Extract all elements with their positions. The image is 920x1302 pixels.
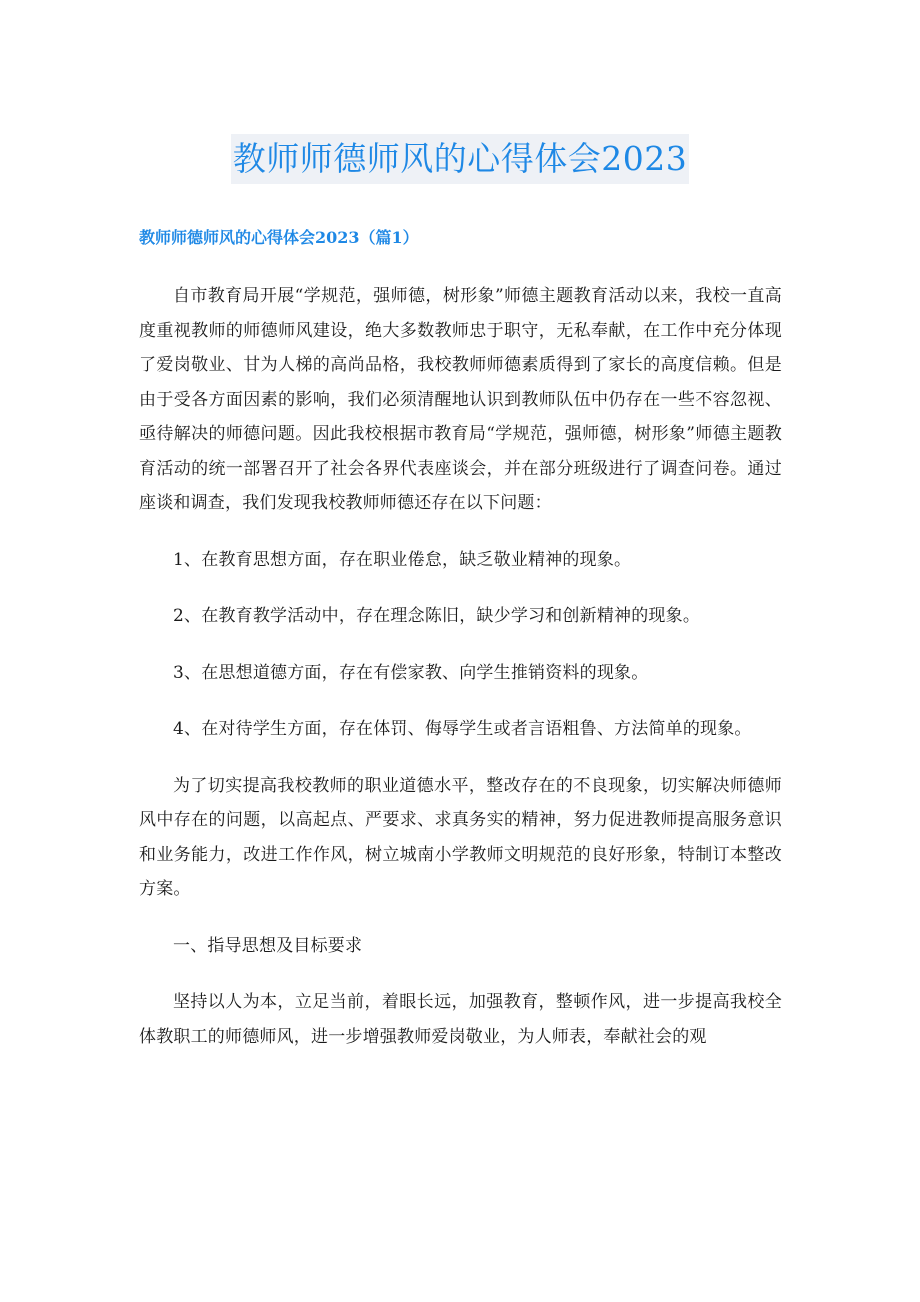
paragraph-issue-1: 1、在教育思想方面，存在职业倦怠，缺乏敬业精神的现象。 (173, 549, 632, 570)
document-body (139, 279, 782, 1076)
title-container (0, 134, 920, 184)
paragraph-issue-2: 2、在教育教学活动中，存在理念陈旧，缺少学习和创新精神的现象。 (173, 606, 701, 626)
paragraph-issue-4: 4、在对待学生方面，存在体罚、侮辱学生或者言语粗鲁、方法简单的现象。 (173, 719, 752, 739)
paragraph-purpose: 为了切实提高我校教师的职业道德水平，整改存在的不良现象，切实解决师德师风中存在的问题，以高起点、严要求、求真务实的精神，努力促进教师提高服务意识和业务能力，改进工作作风，树立城南小学教师文明规范的良好形象，特制订本整改方案。 (139, 775, 782, 899)
paragraph-issue-3: 3、在思想道德方面，存在有偿家教、向学生推销资料的现象。 (173, 662, 649, 683)
document-title: 教师师德师风的心得体会2023 (231, 134, 689, 184)
paragraph-intro: 自市教育局开展“学规范，强师德，树形象”师德主题教育活动以来，我校一直高度重视教师的师德师风建设，绝大多数教师忠于职守，无私奉献，在工作中充分体现了爱岗敬业、甘为人梯的高尚品格，我校教师师德素质得到了家长的高度信赖。但是由于受各方面因素的影响，我们必须清醒地认识到教师队伍中仍存在一些不容忽视、亟待解决的师德问题。因此我校根据市教育局“学规范，强师德，树形象”师德主题教育活动的统一部署召开了社会各界代表座谈会，并在部分班级进行了调查问卷。通过座谈和调查，我们发现我校教师师德还存在以下问题： (139, 286, 782, 513)
paragraph-guiding-thought: 坚持以人为本，立足当前，着眼长远，加强教育，整顿作风，进一步提高我校全体教职工的师德师风，进一步增强教师爱岗敬业，为人师表，奉献社会的观 (139, 992, 782, 1047)
section-heading: 教师师德师风的心得体会2023（篇1） (139, 228, 419, 247)
paragraph-section-heading: 一、指导思想及目标要求 (173, 935, 363, 956)
